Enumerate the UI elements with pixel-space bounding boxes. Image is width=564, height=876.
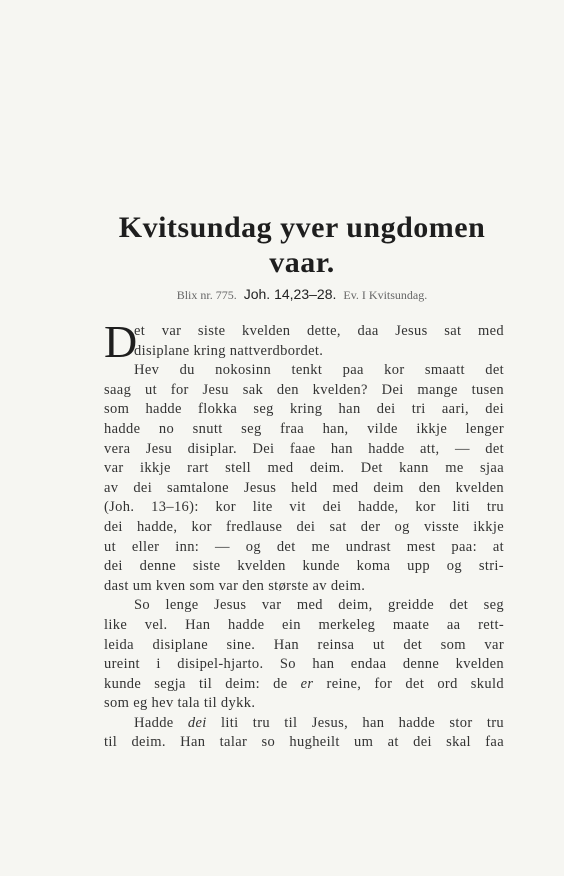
text-line: dast um kven som var den største av deim. [104, 577, 366, 594]
text-segment: Hadde [134, 714, 174, 731]
text-segment: liti tru til Jesus, han hadde stor tru [220, 714, 504, 731]
bible-reference: Joh. 14,23–28. [243, 286, 337, 302]
text-line [104, 714, 504, 734]
text-line: var ikkje rart stell med deim. Det kann me sjaa [104, 460, 504, 477]
text-line: Hev du nokosinn tenkt paa kor smaatt det [134, 362, 504, 379]
text-segment: reine, for det ord skuld [326, 675, 504, 692]
text-line: til deim. Han talar so hugheilt um at dei skal faa [104, 734, 504, 751]
chapter-title-line-2: vaar. [269, 246, 335, 279]
text-line: leida disiplane sine. Han reinsa ut det som var [104, 636, 504, 653]
text-line: dei denne siste kvelden kunde koma upp og stri- [104, 558, 504, 575]
text-line: So lenge Jesus var med deim, greidde det seg [134, 597, 504, 614]
text-line: et var siste kvelden dette, daa Jesus sat med [134, 323, 504, 339]
body-text [104, 316, 504, 753]
hymn-reference: Blix nr. 775. [176, 288, 237, 302]
text-line: ureint i disipel-hjarto. So han endaa denne kvelden [104, 656, 504, 673]
text-line: ut eller inn: — og det me undrast mest paa: at [104, 538, 504, 555]
text-line: disiplane kring nattverdbordet. [134, 342, 324, 359]
text-line [104, 675, 504, 695]
emphasis-text: er [300, 675, 314, 692]
text-line: (Joh. 13–16): kor lite vit dei hadde, kor liti tru [104, 499, 504, 516]
gospel-reference: Ev. I Kvitsundag. [343, 288, 428, 302]
drop-cap: D [104, 316, 138, 367]
text-line: som hadde flokka seg kring han dei tri aari, dei [104, 401, 504, 418]
text-line: dei hadde, kor fredlause dei sat der og visste ikkje [104, 518, 504, 535]
text-line: av dei samtalone Jesus held med deim den kvelden [104, 479, 504, 496]
scripture-reference [60, 286, 544, 303]
text-line: som eg hev tala til dykk. [104, 695, 256, 712]
text-line: hadde no snutt seg fraa han, vilde ikkje lenger [104, 420, 504, 437]
emphasis-text: dei [187, 714, 207, 731]
text-segment: kunde segja til deim: de [104, 675, 288, 692]
chapter-title-line-1: Kvitsundag yver ungdomen [118, 211, 486, 244]
text-line: saag ut for Jesu sak den kvelden? Dei mange tusen [104, 381, 504, 398]
text-line: like vel. Han hadde ein merkeleg maate aa rett- [104, 616, 504, 633]
text-line: vera Jesu disiplar. Dei faae han hadde att, — det [104, 440, 504, 457]
